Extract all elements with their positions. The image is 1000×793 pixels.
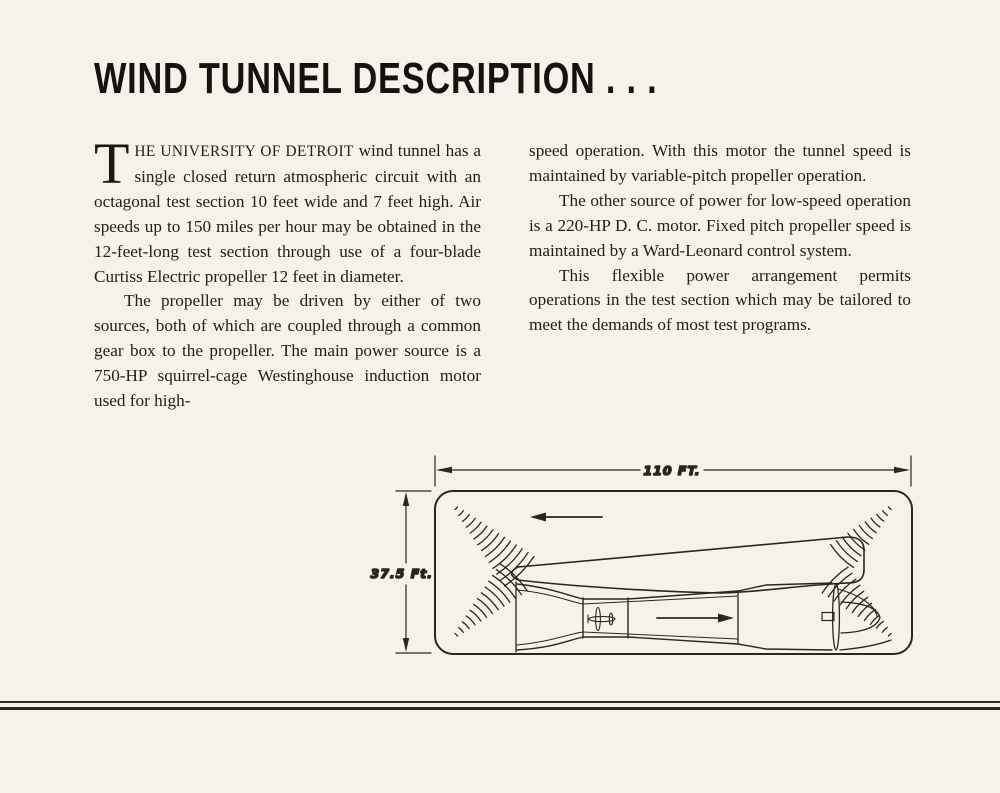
fan-duct-top bbox=[738, 583, 832, 591]
flow-arrow-test bbox=[657, 614, 734, 623]
spinner bbox=[841, 602, 880, 633]
model-airplane bbox=[588, 608, 615, 631]
fan-duct-bottom bbox=[738, 644, 832, 650]
diffuser-top bbox=[628, 591, 738, 599]
diffuser-bottom-inner bbox=[583, 632, 738, 639]
paragraph-power-source: The propeller may be driven by either of two sources, both of which are coupled through a common gear box to the propeller. The main power source is a 750-HP squirrel-cage Westinghouse induction motor used for high- bbox=[94, 291, 481, 411]
contraction-bottom bbox=[517, 637, 583, 650]
divider-wedge bbox=[512, 537, 865, 593]
corner-vanes-bottom-right bbox=[822, 567, 891, 636]
text-column-left bbox=[94, 131, 481, 414]
diffuser-top-inner bbox=[583, 596, 738, 604]
paragraph-dc-motor: The other source of power for low-speed operation is a 220-HP D. C. motor. Fixed pitch propeller speed is maintained by a Ward-Leonard control system. bbox=[529, 190, 911, 260]
text-column-right bbox=[529, 139, 911, 338]
spinner-profile bbox=[838, 589, 877, 616]
paragraph-intro bbox=[94, 131, 481, 289]
flow-arrow-return bbox=[530, 513, 602, 522]
propeller-hub bbox=[822, 613, 834, 621]
footer-rule-top bbox=[0, 701, 1000, 703]
contraction-top-inner bbox=[517, 590, 583, 604]
paragraph-speed-operation: speed operation. With this motor the tunnel speed is maintained by variable-pitch propeller operation. bbox=[529, 141, 911, 185]
diffuser-bottom bbox=[628, 637, 738, 644]
contraction-top bbox=[517, 584, 583, 599]
test-section-box bbox=[583, 598, 628, 638]
propeller-disc bbox=[833, 584, 840, 650]
dimension-height-label: 37.5 Ft. bbox=[370, 566, 433, 581]
lead-small-caps: HE UNIVERSITY OF DETROIT bbox=[134, 143, 354, 160]
dimension-length-label: 110 FT. bbox=[643, 463, 701, 478]
after-fan-bottom bbox=[840, 640, 891, 650]
tunnel-outline bbox=[435, 491, 912, 654]
footer-rule-bottom bbox=[0, 707, 1000, 710]
paragraph-text: wind tunnel has a single closed return atmospheric circuit with an octagonal test section 10 feet wide and 7 feet high. Air speeds up to 150 miles per hour may be obtained in the 12-feet-long test section through use of a four-blade Curtiss Electric propeller 12 feet in diameter. bbox=[94, 141, 481, 286]
corner-vanes-top-right bbox=[831, 507, 892, 568]
paragraph-flexible-power: This flexible power arrangement permits operations in the test section which may be tailored to meet the demands of most test programs. bbox=[529, 265, 911, 335]
dimension-height bbox=[396, 491, 431, 653]
dimension-length bbox=[435, 456, 911, 486]
corner-vanes-bottom-left bbox=[455, 564, 527, 636]
contraction-bottom-inner bbox=[517, 632, 583, 645]
corner-vanes-top-left bbox=[455, 507, 534, 586]
page-title: WIND TUNNEL DESCRIPTION . . . bbox=[94, 54, 658, 103]
drop-cap: T bbox=[94, 131, 130, 196]
